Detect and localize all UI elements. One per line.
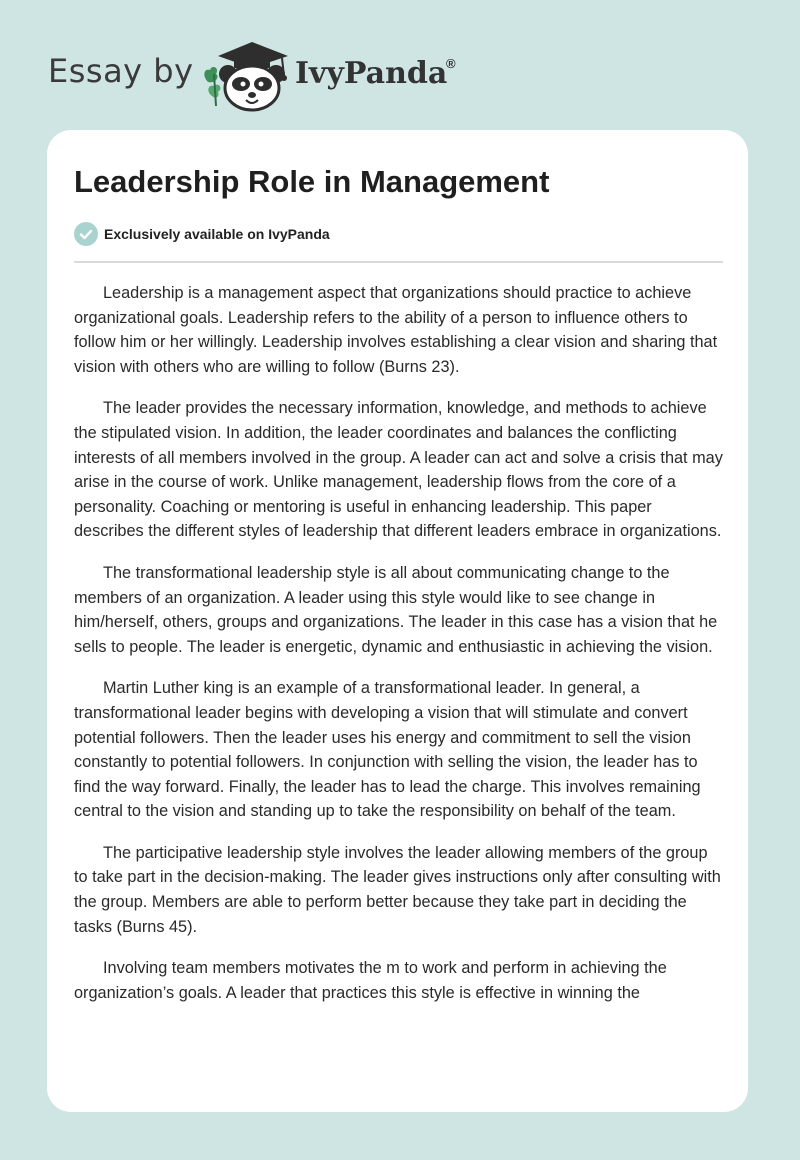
paragraph: The transformational leadership style is all about communicating change to the members of an organization. A leader using this style would like to see change in him/herself, others, groups and organizations. The leader in this case has a vision that he sells to people. The leader is energetic, dynamic and enthusiastic in achieving the vision. (74, 563, 718, 656)
essay-body (74, 281, 725, 1022)
essay-by-label: Essay by (48, 52, 194, 90)
paragraph: Martin Luther king is an example of a transformational leader. In general, a transformational leader begins with developing a vision that will stimulate and convert potential followers. Then the leader uses his energy and commitment to sell the vision constantly to potential followers. In conjunction with selling the vision, the leader has to find the way forward. Finally, the leader has to lead the charge. This involves remaining central to the vision and standing up to take the responsibility on behalf of the team. (74, 679, 701, 821)
check-circle-icon (74, 222, 98, 246)
brand-name[interactable]: IvyPanda (295, 56, 448, 91)
paragraph: The leader provides the necessary information, knowledge, and methods to achieve the stipulated vision. In addition, the leader coordinates and balances the conflicting interests of all members involved in the group. A leader can act and solve a crisis that may arise in the course of work. Unlike management, leadership flows from the core of a personality. Coaching or mentoring is useful in enhancing leadership. This paper describes the different styles of leadership that different leaders embrace in organizations. (74, 399, 723, 541)
site-header (0, 0, 800, 130)
paragraph: Leadership is a management aspect that organizations should practice to achieve organizational goals. Leadership refers to the ability of a person to influence others to follow him or her willingly. Leadership involves establishing a clear vision and sharing that vision with others who are willing to follow (Burns 23). (74, 284, 718, 376)
registered-mark: ® (446, 56, 456, 71)
exclusive-badge-text: Exclusively available on IvyPanda (104, 226, 330, 242)
essay-card (47, 130, 748, 1112)
paragraph: The participative leadership style involves the leader allowing members of the group to take part in the decision-making. The leader gives instructions only after consulting with the group. Members are able to perform better because they take part in deciding the tasks (Burns 45). (74, 843, 721, 936)
panda-graduate-icon[interactable] (200, 34, 296, 114)
paragraph: Involving team members motivates the m to work and perform in achieving the organization’s goals. A leader that practices this style is effective in winning the (74, 959, 667, 1002)
essay-title: Leadership Role in Management (74, 164, 550, 199)
divider (74, 261, 723, 263)
